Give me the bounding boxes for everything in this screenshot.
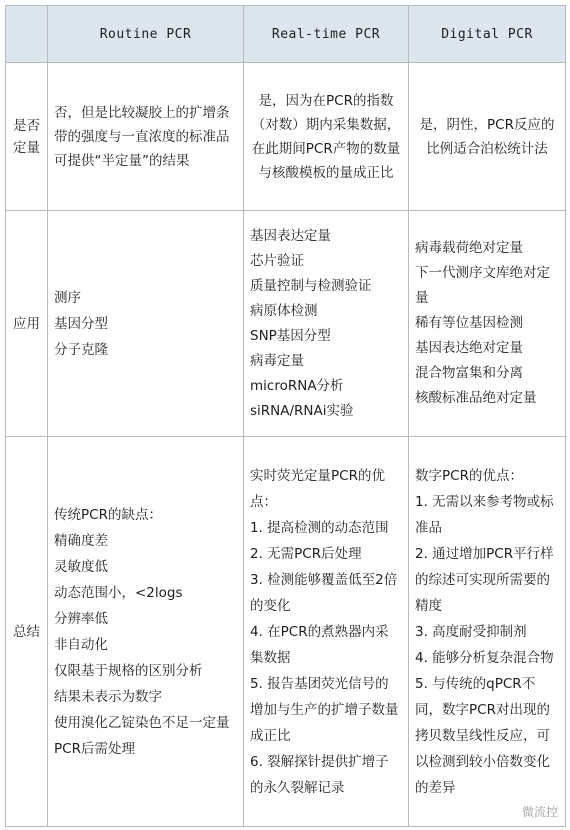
list-item: 精确度差 [54, 532, 108, 549]
list-item: 3. 检测能够覆盖低至2倍的变化 [250, 571, 398, 614]
list-item: 测序 [54, 289, 81, 306]
list-item: 结果未表示为数字 [54, 688, 162, 705]
list-item: 病原体检测 [250, 302, 318, 319]
list-item: 使用溴化乙锭染色不足一定量 [54, 714, 230, 731]
list-item: 病毒定量 [250, 352, 304, 369]
list-item: 灵敏度低 [54, 558, 108, 575]
table-row-summary [6, 437, 566, 827]
list-item: 芯片验证 [250, 252, 304, 269]
list-item: 混合物富集和分离 [415, 365, 523, 381]
corner-cell [6, 6, 48, 63]
cell-realtime-applications [244, 211, 409, 437]
cell-routine-applications [48, 211, 244, 437]
list-item: 核酸标准品绝对定量 [415, 390, 537, 406]
column-header-routine-pcr: Routine PCR [48, 6, 244, 63]
list-item: 分辨率低 [54, 610, 108, 627]
row-header-summary: 总结 [6, 437, 48, 827]
list-item: 5. 与传统的qPCR不同，数字PCR对出现的拷贝数呈线性反应，可以检测到较小倍数变化的差异 [415, 675, 550, 796]
cell-realtime-summary [244, 437, 409, 827]
column-header-digital-pcr: Digital PCR [409, 6, 566, 63]
list-item: 分子克隆 [54, 341, 108, 358]
digital-applications-list [415, 236, 559, 411]
list-item: 传统PCR的缺点： [54, 506, 162, 523]
cell-routine-summary [48, 437, 244, 827]
cell-digital-quantitative: 是，阴性，PCR反应的比例适合泊松统计法 [409, 63, 566, 211]
list-item: 2. 通过增加PCR平行样的综述可实现所需要的精度 [415, 545, 554, 614]
list-item: 4. 在PCR的煮熟器内采集数据 [250, 623, 389, 666]
list-item: siRNA/RNAi实验 [250, 402, 354, 419]
list-item: 数字PCR的优点： [415, 467, 523, 484]
list-item: 5. 报告基团荧光信号的增加与生产的扩增子数量成正比 [250, 675, 399, 744]
watermark: 微流控 [521, 805, 558, 819]
list-item: 动态范围小，<2logs [54, 584, 183, 601]
list-item: SNP基因分型 [250, 327, 331, 344]
row-header-applications: 应用 [6, 211, 48, 437]
list-item: 2. 无需PCR后处理 [250, 545, 362, 562]
realtime-summary-list [250, 463, 402, 801]
list-item: 下一代测序文库绝对定量 [415, 265, 550, 306]
table-row-quantitative [6, 63, 566, 211]
cell-realtime-quantitative: 是，因为在PCR的指数（对数）期内采集数据，在此期间PCR产物的数量与核酸模板的量成正比 [244, 63, 409, 211]
pcr-comparison-table [5, 5, 566, 827]
table-row-applications [6, 211, 566, 437]
digital-summary-list [415, 463, 559, 801]
list-item: 病毒载荷绝对定量 [415, 240, 523, 256]
routine-summary-list [54, 502, 237, 762]
list-item: 4. 能够分析复杂混合物 [415, 649, 554, 666]
list-item: 基因表达绝对定量 [415, 340, 523, 356]
list-item: 基因表达定量 [250, 227, 331, 244]
list-item: 非自动化 [54, 636, 108, 653]
list-item: 基因分型 [54, 315, 108, 332]
list-item: 1. 提高检测的动态范围 [250, 519, 389, 536]
routine-applications-list [54, 285, 237, 363]
list-item: 实时荧光定量PCR的优点： [250, 467, 385, 510]
cell-digital-summary [409, 437, 566, 827]
list-item: 稀有等位基因检测 [415, 315, 523, 331]
list-item: 仅限基于规格的区别分析 [54, 662, 203, 679]
list-item: 3. 高度耐受抑制剂 [415, 623, 527, 640]
list-item: PCR后需处理 [54, 740, 135, 757]
cell-digital-applications [409, 211, 566, 437]
list-item: microRNA分析 [250, 377, 344, 394]
realtime-applications-list [250, 224, 402, 424]
column-header-realtime-pcr: Real-time PCR [244, 6, 409, 63]
list-item: 6. 裂解探针提供扩增子的永久裂解记录 [250, 753, 389, 796]
cell-routine-quantitative: 否，但是比较凝胶上的扩增条带的强度与一直浓度的标准品可提供“半定量”的结果 [48, 63, 244, 211]
row-header-quantitative: 是否定量 [6, 63, 48, 211]
header-row [6, 6, 566, 63]
list-item: 1. 无需以来参考物或标准品 [415, 493, 554, 536]
list-item: 质量控制与检测验证 [250, 277, 372, 294]
